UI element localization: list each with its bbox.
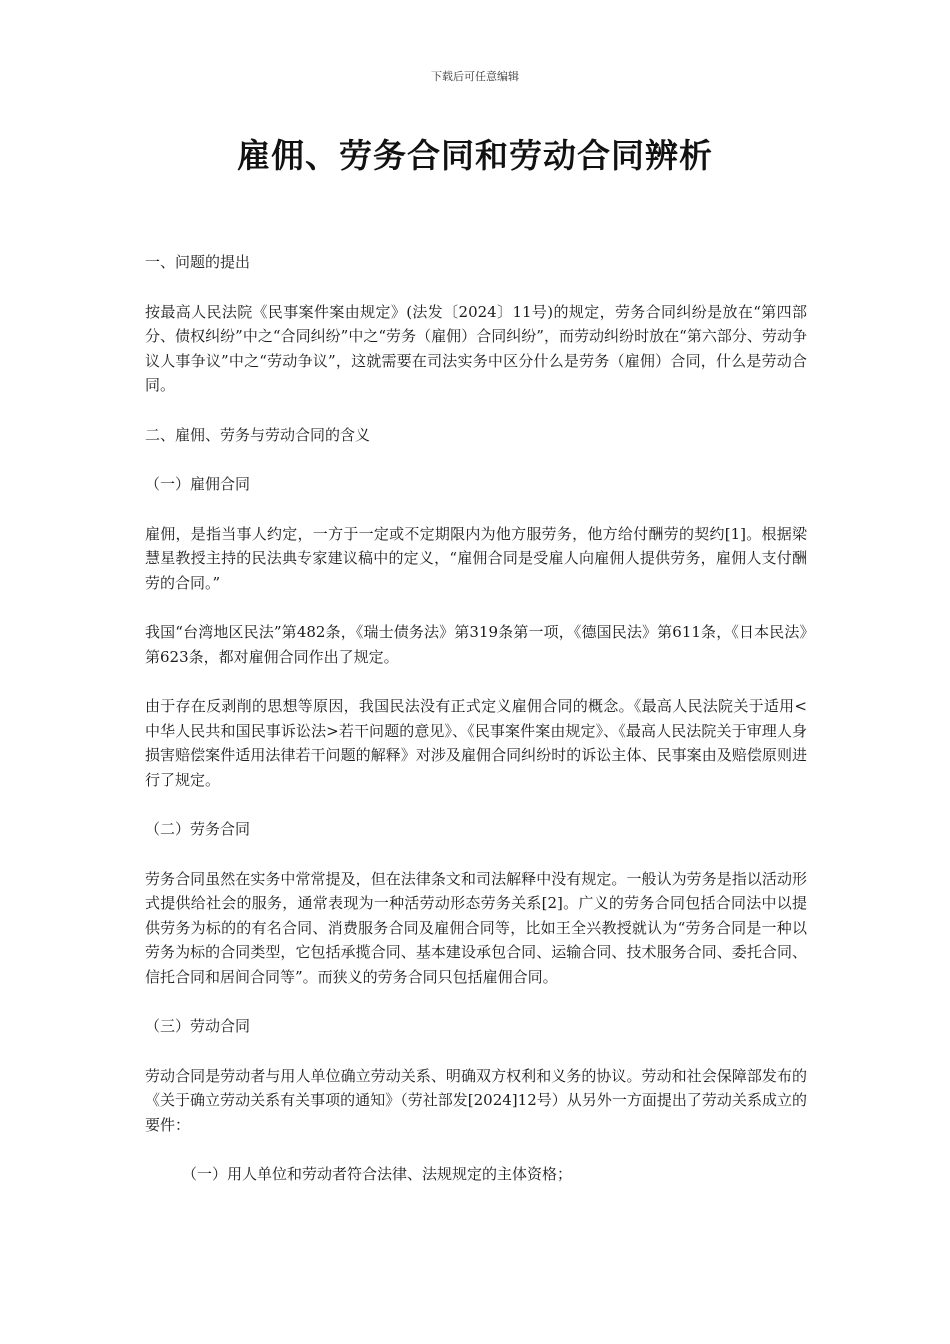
paragraph: 劳动合同是劳动者与用人单位确立劳动关系、明确双方权利和义务的协议。劳动和社会保障部发布的《关于确立劳动关系有关事项的通知》（劳社部发[2024]12号）从另外一方面提出了劳动关系成立的要件： — [145, 1066, 807, 1134]
subsection-heading-service: （二）劳务合同 — [145, 820, 251, 838]
paragraph: 由于存在反剥削的思想等原因，我国民法没有正式定义雇佣合同的概念。《最高人民法院关于适用<中华人民共和国民事诉讼法>若干问题的意见》、《民事案件案由规定》、《最高人民法院关于审理人身损害赔偿案件适用法律若干问题的解释》对涉及雇佣合同纠纷时的诉讼主体、民事案由及赔偿原则进行了规定。 — [145, 697, 807, 789]
document-title: 雇佣、劳务合同和劳动合同辨析 — [237, 136, 713, 175]
header-note: 下载后可任意编辑 — [431, 70, 519, 83]
paragraph: 我国“台湾地区民法”第482条，《瑞士债务法》第319条第一项，《德国民法》第611条，《日本民法》第623条，都对雇佣合同作出了规定。 — [145, 623, 807, 666]
paragraph: 按最高人民法院《民事案件案由规定》(法发〔2024〕11号)的规定，劳务合同纠纷是放在“第四部分、债权纠纷”中之“合同纠纷”中之“劳务（雇佣）合同纠纷”，而劳动纠纷时放在“第六部分、劳动争议人事争议”中之“劳动争议”，这就需要在司法实务中区分什么是劳务（雇佣）合同，什么是劳动合同。 — [145, 302, 807, 394]
subsection-heading-labor: （三）劳动合同 — [145, 1017, 251, 1035]
paragraph: 劳务合同虽然在实务中常常提及，但在法律条文和司法解释中没有规定。一般认为劳务是指以活动形式提供给社会的服务，通常表现为一种活劳动形态劳务关系[2]。广义的劳务合同包括合同法中以提供劳务为标的的有名合同、消费服务合同及雇佣合同等，比如王全兴教授就认为“劳务合同是一种以劳务为标的合同类型，它包括承揽合同、基本建设承包合同、运输合同、技术服务合同、委托合同、信托合同和居间合同等”。而狭义的劳务合同只包括雇佣合同。 — [145, 869, 807, 986]
paragraph: 雇佣，是指当事人约定，一方于一定或不定期限内为他方服劳务，他方给付酬劳的契约[1]。根据梁慧星教授主持的民法典专家建议稿中的定义，“雇佣合同是受雇人向雇佣人提供劳务，雇佣人支付酬劳的合同。” — [145, 524, 807, 592]
list-item: （一）用人单位和劳动者符合法律、法规规定的主体资格； — [182, 1165, 573, 1183]
subsection-heading-employment: （一）雇佣合同 — [145, 475, 251, 493]
section-heading-2: 二、雇佣、劳务与劳动合同的含义 — [145, 425, 371, 444]
section-heading-1: 一、问题的提出 — [145, 253, 251, 271]
document-body — [145, 250, 807, 1212]
